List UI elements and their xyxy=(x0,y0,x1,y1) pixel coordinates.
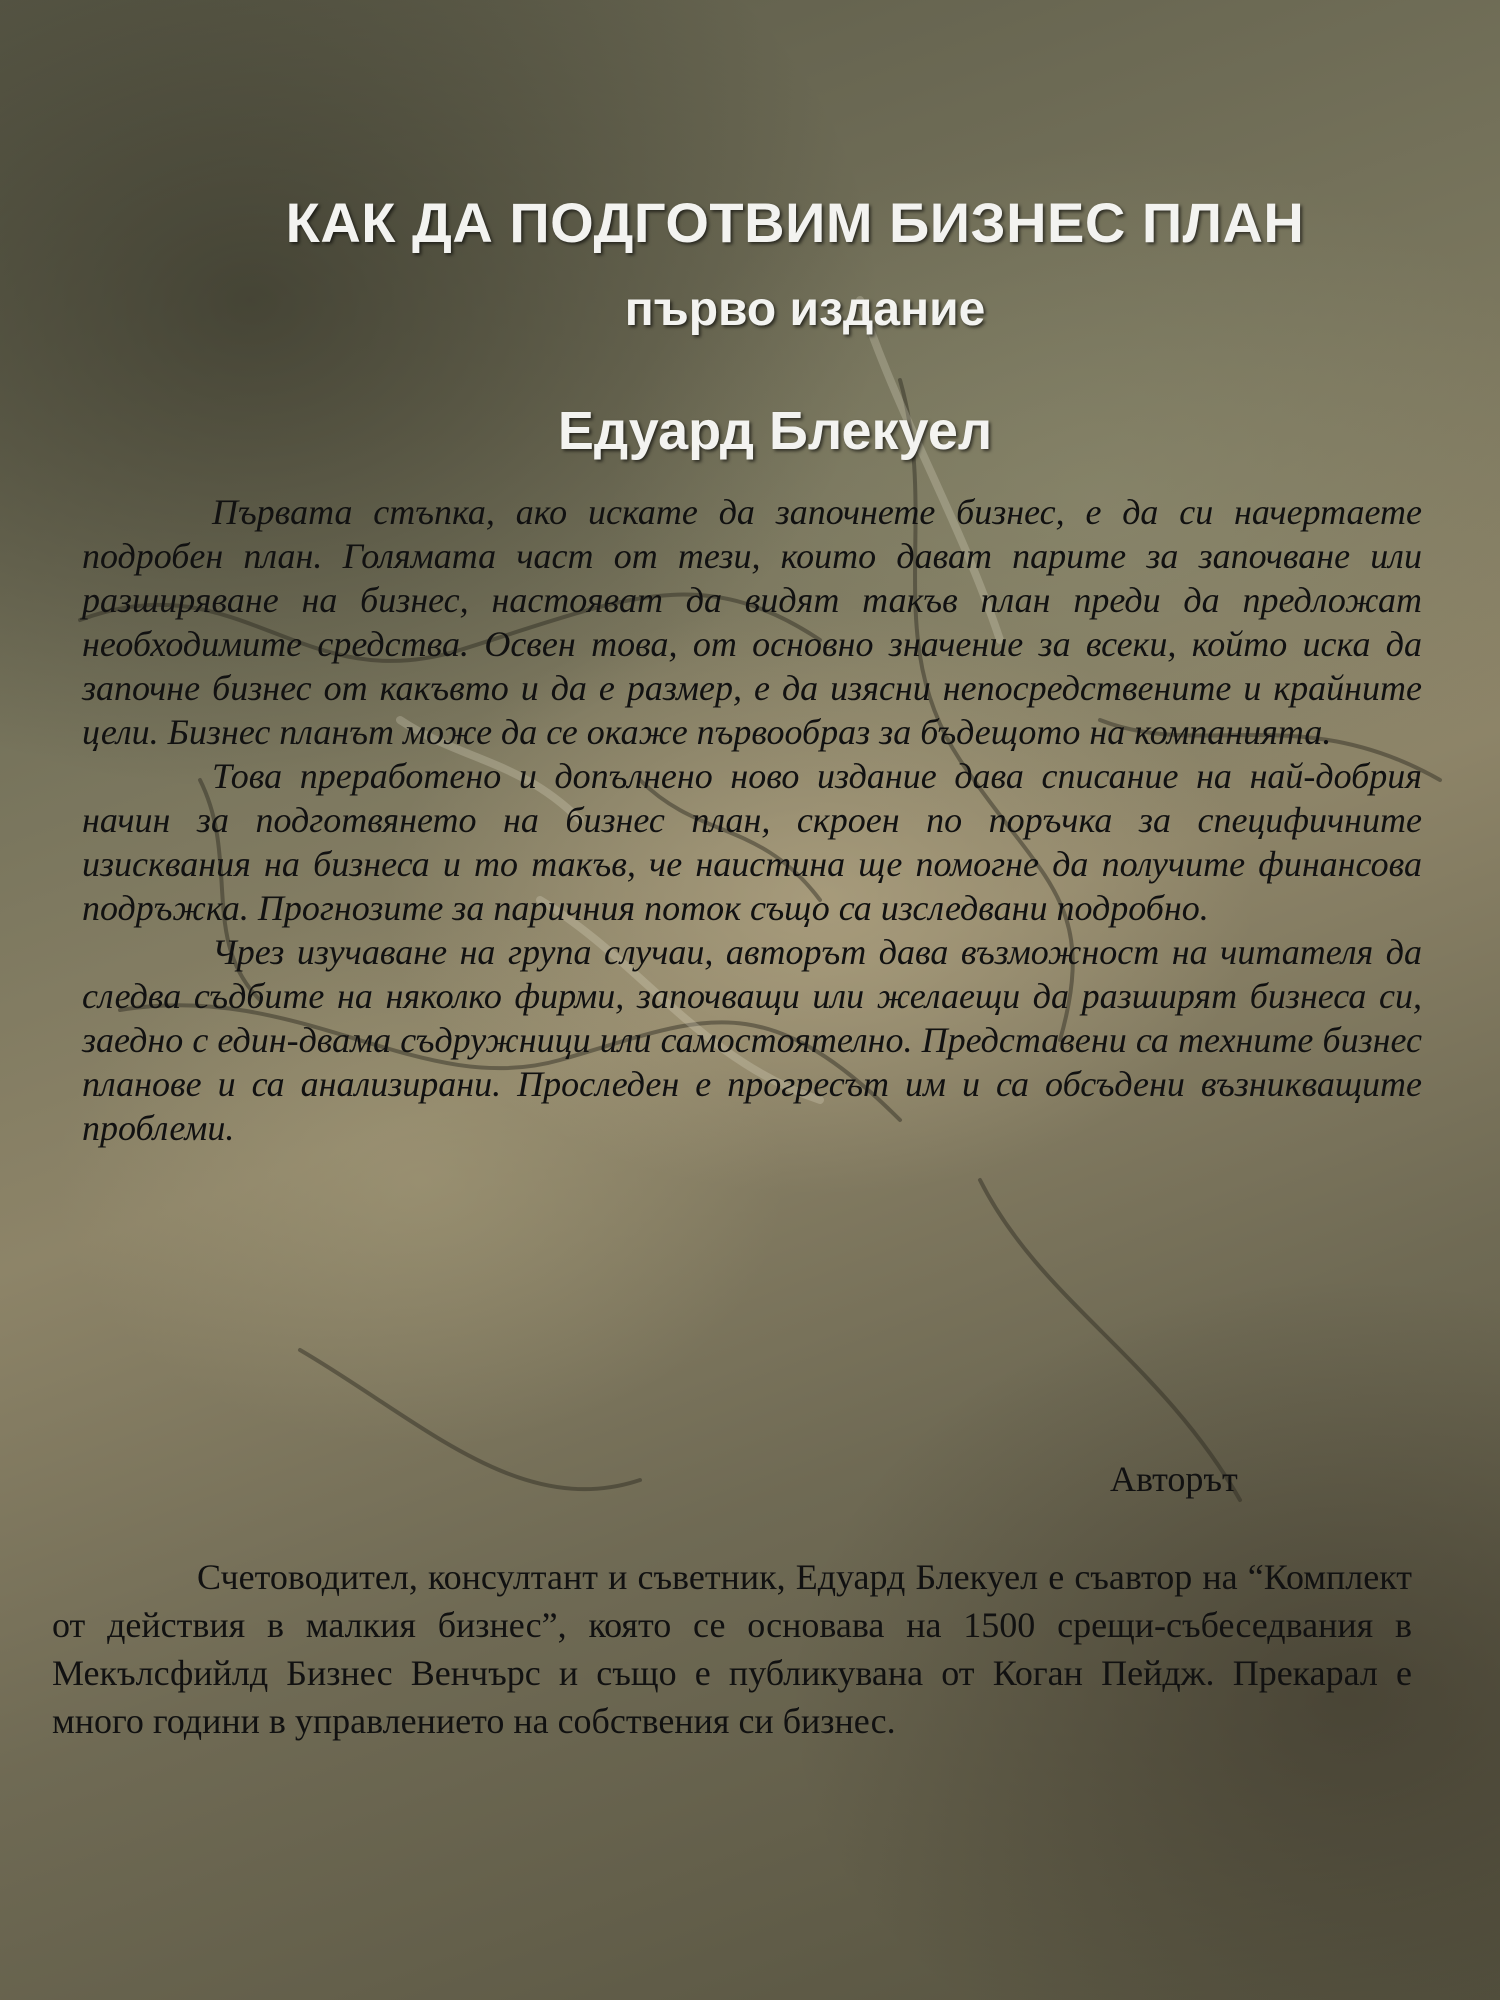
blurb-paragraph: Първата стъпка, ако искате да започнете бизнес, е да си начертаете подробен план. Голямата част от тези, които дават парите за започване или разширяване на бизнес, настояват да видят такъв план преди да предложат необходимите средства. Освен това, от основно значение за всеки, който иска да започне бизнес от какъвто и да е размер, е да изясни непосредствените и крайните цели. Бизнес планът може да се окаже първообраз за бъдещото на компанията. xyxy=(82,492,1422,752)
blurb-paragraph: Това преработено и допълнено ново издание дава списание на най-добрия начин за подготвянето на бизнес план, скроен по поръчка за специфичните изисквания на бизнеса и то такъв, че наистина ще помогне да получите финансова подръжка. Прогнозите за паричния поток също са изследвани подробно. xyxy=(82,756,1422,928)
blurb-text xyxy=(82,490,1422,1150)
author-bio xyxy=(52,1553,1412,1745)
author-name: Едуард Блекуел xyxy=(557,401,993,461)
blurb-signature: Авторът xyxy=(1110,1459,1238,1499)
blurb-paragraph: Чрез изучаване на група случаи, авторът дава възможност на читателя да следва съдбите на няколко фирми, започващи или желаещи да разширят бизнеса си, заедно с един-двама съдружници или самостоятелно. Представени са техните бизнес планове и са анализирани. Проследен е прогресът им и са обсъдени възникващите проблеми. xyxy=(82,932,1422,1148)
author-bio-paragraph: Счетоводител, консултант и съветник, Едуард Блекуел е съавтор на “Комплект от действия в малкия бизнес”, която се основава на 1500 срещи-събеседвания в Мекълсфийлд Бизнес Венчърс и също е публикувана от Коган Пейдж. Прекарал е много години в управлението на собствения си бизнес. xyxy=(52,1557,1412,1741)
edition-subtitle: първо издание xyxy=(624,283,986,336)
book-title: КАК ДА ПОДГОТВИМ БИЗНЕС ПЛАН xyxy=(285,191,1305,254)
